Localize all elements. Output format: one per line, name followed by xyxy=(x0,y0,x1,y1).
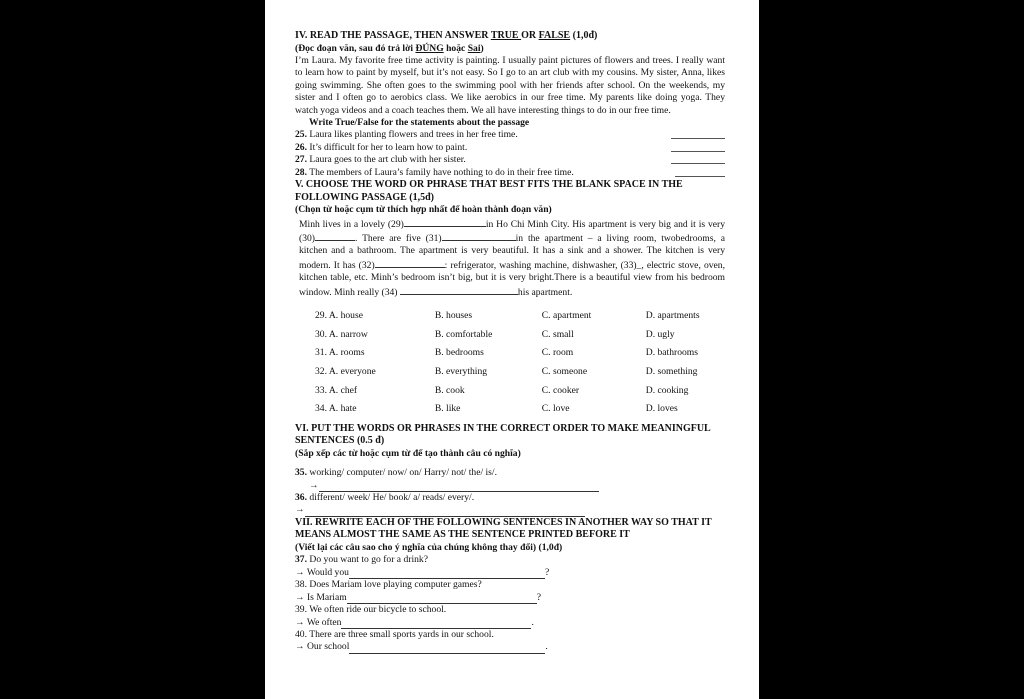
section-7-title: VII. REWRITE EACH OF THE FOLLOWING SENTENCES IN ANOTHER WAY SO THAT IT MEANS ALMOST THE SAME AS THE SENTENCE PRINTED BEFORE IT xyxy=(295,516,712,541)
answer-end: . xyxy=(531,616,534,628)
option-b[interactable]: B. everything xyxy=(434,365,488,377)
answer-end: . xyxy=(545,641,548,653)
answer-line[interactable] xyxy=(675,176,725,177)
option-d[interactable]: D. bathrooms xyxy=(645,347,698,359)
passage-part: . There are five (31) xyxy=(354,233,442,245)
option-a[interactable]: 34. A. hate xyxy=(315,403,357,415)
question-26 xyxy=(295,142,725,154)
option-a[interactable]: 33. A. chef xyxy=(315,384,358,396)
answer-38 xyxy=(295,592,725,604)
subtitle-end: ) xyxy=(480,42,484,54)
question-28 xyxy=(295,167,725,179)
section-4-subtitle xyxy=(295,43,725,55)
option-a[interactable]: 31. A. rooms xyxy=(315,347,365,359)
option-a[interactable]: 29. A. house xyxy=(315,310,363,322)
option-a[interactable]: 32. A. everyone xyxy=(315,365,376,377)
answer-line[interactable] xyxy=(671,163,725,164)
options-31 xyxy=(295,344,725,363)
answer-prompt: → Our school xyxy=(295,641,350,653)
question-text: working/ computer/ now/ on/ Harry/ not/ the/ is/. xyxy=(307,467,497,479)
cloze-passage xyxy=(295,217,725,299)
option-d[interactable]: D. apartments xyxy=(645,310,700,322)
option-c[interactable]: C. apartment xyxy=(541,310,592,322)
option-d[interactable]: D. cooking xyxy=(645,384,689,396)
question-text: It’s difficult for her to learn how to paint. xyxy=(307,141,468,153)
option-d[interactable]: D. something xyxy=(645,365,698,377)
options-34 xyxy=(295,400,725,419)
option-b[interactable]: B. houses xyxy=(434,310,473,322)
question-27 xyxy=(295,154,725,166)
true-false-instruction: Write True/False for the statements about the passage xyxy=(309,117,530,129)
answer-prompt: → Would you xyxy=(295,566,349,578)
passage-part: : refrigerator, washing machine, dishwasher, (33)_, electric stove, oven, kitchen table, etc. Minh’s bedroom isn’t big, but it is very bright.There is a beautiful view from his bedroom window. Minh really (34) xyxy=(299,259,725,298)
answer-prompt: → We often xyxy=(295,616,342,628)
answer-end: ? xyxy=(544,566,550,578)
answer-end: ? xyxy=(536,591,541,603)
section-6-title: VI. PUT THE WORDS OR PHRASES IN THE CORRECT ORDER TO MAKE MEANINGFUL SENTENCES (0.5 đ) xyxy=(295,422,711,447)
option-b[interactable]: B. like xyxy=(434,403,461,415)
option-d[interactable]: D. loves xyxy=(645,403,678,415)
option-d[interactable]: D. ugly xyxy=(645,328,675,340)
answer-line-35[interactable] xyxy=(319,482,599,492)
option-c[interactable]: C. room xyxy=(541,347,574,359)
section-5-subtitle: (Chọn từ hoặc cụm từ thích hợp nhất để hoàn thành đoạn văn) xyxy=(295,204,552,216)
spacer xyxy=(295,460,725,467)
question-number: 25. xyxy=(295,129,307,141)
option-c[interactable]: C. love xyxy=(541,403,570,415)
section-4-points: (1,0đ) xyxy=(570,30,598,41)
option-c[interactable]: C. cooker xyxy=(541,384,580,396)
answer-line[interactable] xyxy=(671,151,725,152)
section-4-title-text: IV. READ THE PASSAGE, THEN ANSWER xyxy=(295,30,491,41)
option-a[interactable]: 30. A. narrow xyxy=(315,328,368,340)
option-b[interactable]: B. comfortable xyxy=(434,328,493,340)
sai-word: Sai xyxy=(467,42,481,54)
question-38: 38. Does Mariam love playing computer games? xyxy=(295,579,482,591)
worksheet-page xyxy=(265,0,759,699)
question-number: 27. xyxy=(295,154,307,166)
answer-35 xyxy=(295,480,725,492)
options-29 xyxy=(295,307,725,326)
answer-line-37[interactable] xyxy=(349,569,545,579)
question-25 xyxy=(295,129,725,141)
answer-line-36[interactable] xyxy=(305,507,585,517)
passage-part: in Ho Chi Minh City. His apartment is very big and it is very (30) xyxy=(299,218,725,245)
option-b[interactable]: B. bedrooms xyxy=(434,347,484,359)
question-37 xyxy=(295,554,725,566)
blank-34[interactable] xyxy=(400,285,518,295)
question-number: 36. xyxy=(295,492,307,504)
passage-part: his apartment. xyxy=(517,286,573,298)
option-c[interactable]: C. small xyxy=(541,328,574,340)
options-33 xyxy=(295,381,725,400)
reading-passage: I’m Laura. My favorite free time activity is painting. I usually paint pictures of flowers and trees. I really want to learn how to paint by myself, but it’s not easy. So I go to an art club with my cousins. My sister, Anna, likes going swimming. She often goes to the swimming pool with her friends after school. On the weekends, my sister and I often go to aerobics class. We like aerobics in our free time. My parents like doing yoga. They watch yoga videos and a coach teaches them. We all have interesting things to do in our free time. xyxy=(295,55,725,116)
question-text: different/ week/ He/ book/ a/ reads/ every/. xyxy=(307,492,475,504)
section-7-subtitle: (Viết lại các câu sao cho ý nghĩa của chúng không thay đổi) (1,0đ) xyxy=(295,542,563,554)
subtitle-text: (Đọc đoạn văn, sau đó trả lời xyxy=(295,42,416,54)
option-c[interactable]: C. someone xyxy=(541,365,588,377)
worksheet-content xyxy=(295,30,725,654)
arrow-icon: → xyxy=(309,479,319,491)
answer-line-40[interactable] xyxy=(349,644,545,654)
options-30 xyxy=(295,326,725,345)
question-text: The members of Laura’s family have nothing to do in their free time. xyxy=(307,166,574,178)
question-number: 37. xyxy=(295,554,307,566)
question-number: 28. xyxy=(295,166,307,178)
section-6-subtitle: (Sắp xếp các từ hoặc cụm từ để tạo thành câu có nghĩa) xyxy=(295,447,521,459)
question-text: Laura likes planting flowers and trees in her free time. xyxy=(307,129,518,141)
passage-part: Minh lives in a lovely (29) xyxy=(299,218,404,230)
answer-37 xyxy=(295,567,725,579)
blank-29[interactable] xyxy=(404,217,486,227)
or-word: OR xyxy=(521,30,539,41)
answer-prompt: → Is Mariam xyxy=(295,591,347,603)
false-word: FALSE xyxy=(538,30,571,41)
question-36 xyxy=(295,492,725,504)
question-40: 40. There are three small sports yards in our school. xyxy=(295,628,494,640)
answer-line[interactable] xyxy=(671,138,725,139)
options-32 xyxy=(295,363,725,382)
option-b[interactable]: B. cook xyxy=(434,384,465,396)
question-39: 39. We often ride our bicycle to school. xyxy=(295,604,447,616)
question-35 xyxy=(295,467,725,479)
answer-line-39[interactable] xyxy=(341,616,534,629)
answer-36 xyxy=(295,504,725,516)
section-4-title xyxy=(295,30,725,43)
answer-39 xyxy=(295,617,725,629)
section-5-title: V. CHOOSE THE WORD OR PHRASE THAT BEST FITS THE BLANK SPACE IN THE FOLLOWING PASSAGE (1,5đ) xyxy=(295,179,683,203)
blank-32[interactable] xyxy=(375,258,445,268)
subtitle-mid: hoặc xyxy=(443,42,468,54)
question-number: 35. xyxy=(295,467,307,479)
question-text: Laura goes to the art club with her sister. xyxy=(307,154,466,166)
true-word: TRUE xyxy=(490,30,522,41)
answer-40 xyxy=(295,641,725,653)
question-number: 26. xyxy=(295,141,307,153)
answer-line-38[interactable] xyxy=(347,594,537,604)
arrow-icon: → xyxy=(295,504,305,516)
dung-word: ĐÚNG xyxy=(415,42,444,54)
answer-options xyxy=(295,307,725,419)
question-text: Do you want to go for a drink? xyxy=(307,554,428,566)
blank-31[interactable] xyxy=(442,231,516,241)
blank-30[interactable] xyxy=(315,231,355,241)
passage-part: in the apartment – a living room, twobedrooms, a kitchen and a bathroom. The apartment is very beautiful. It has a sink and a shower. The kitchen is very modern. It has (32) xyxy=(299,233,726,271)
